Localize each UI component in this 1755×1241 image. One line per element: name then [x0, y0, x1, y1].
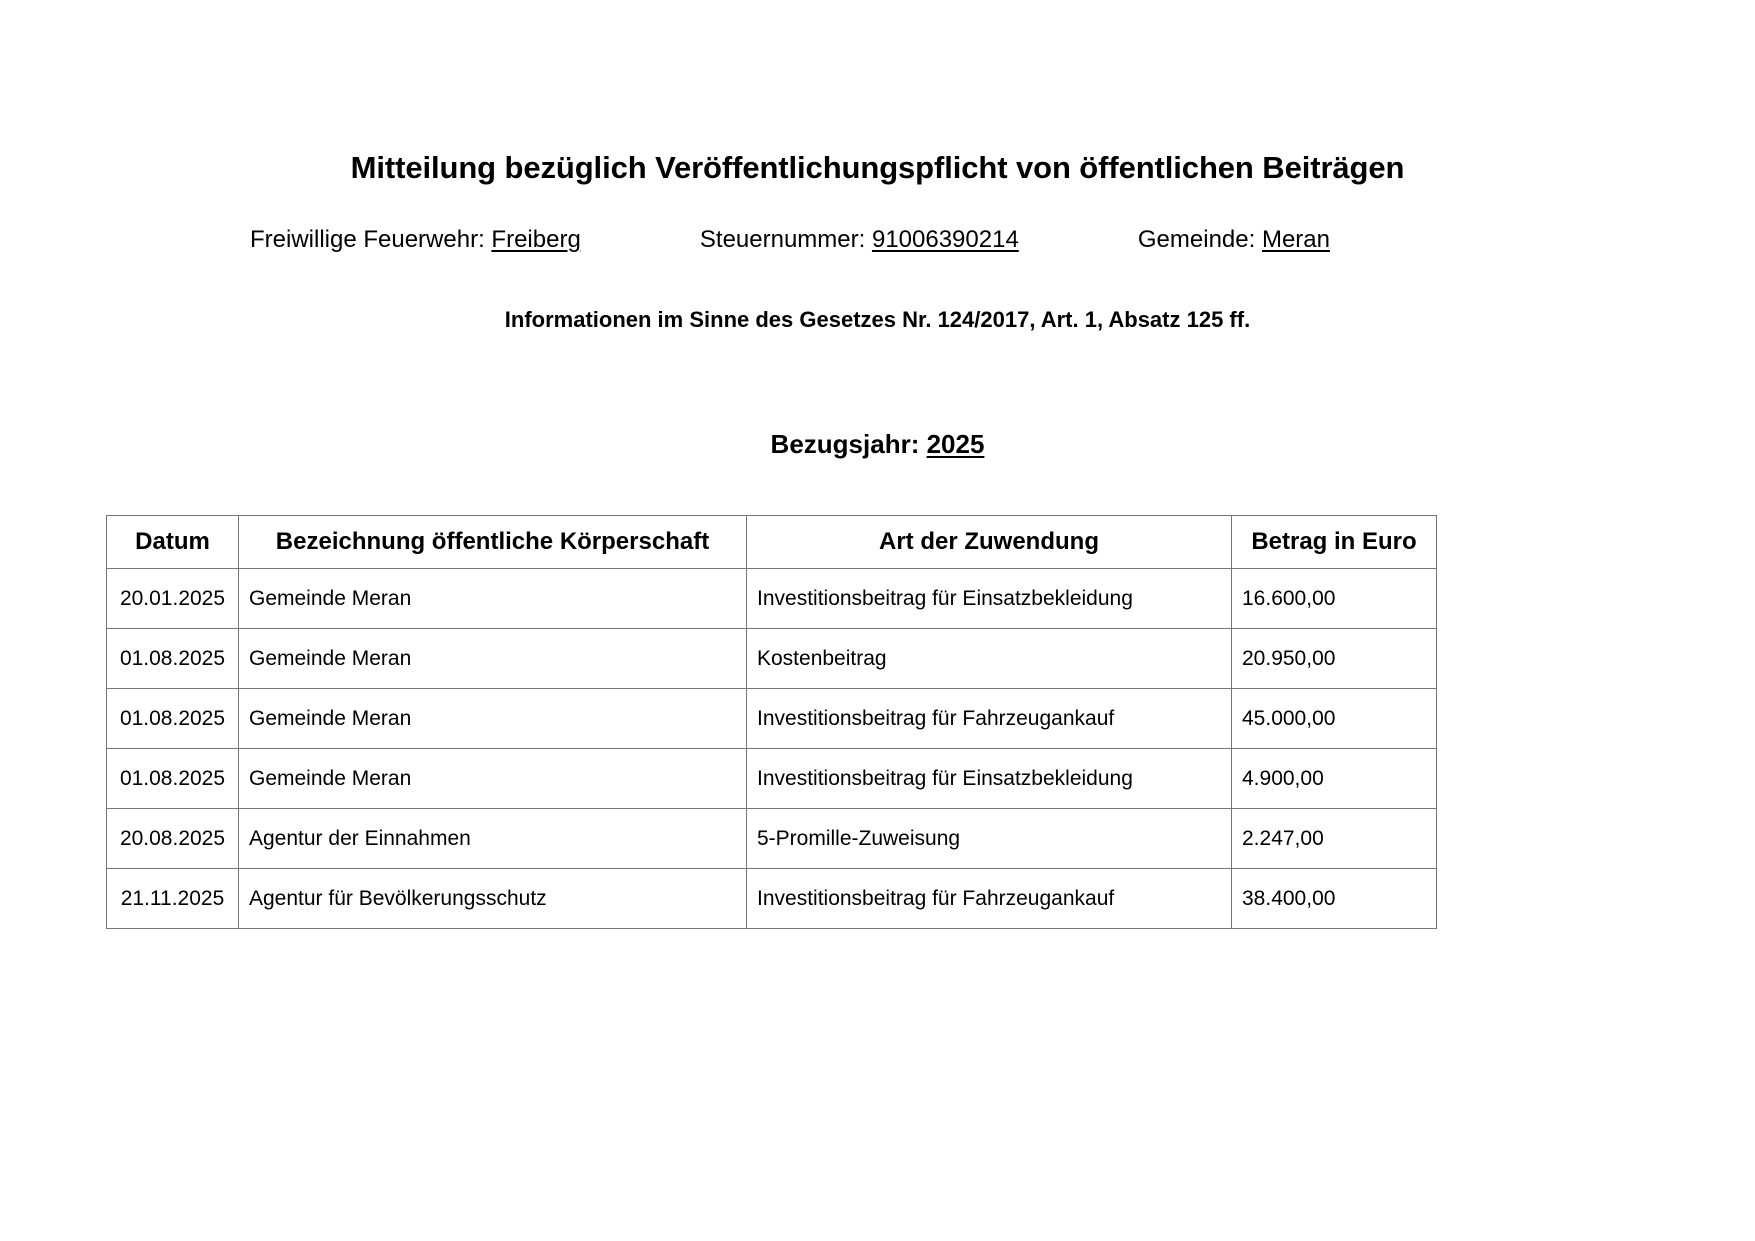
column-header-body: Bezeichnung öffentliche Körperschaft [239, 516, 747, 569]
cell-type: Investitionsbeitrag für Einsatzbekleidung [747, 569, 1232, 629]
municipality-field [1138, 225, 1330, 255]
reference-year [0, 428, 1755, 461]
cell-body: Gemeinde Meran [239, 749, 747, 809]
cell-date: 20.01.2025 [107, 569, 239, 629]
cell-amount: 2.247,00 [1232, 809, 1437, 869]
cell-body: Agentur der Einnahmen [239, 809, 747, 869]
cell-type: Investitionsbeitrag für Fahrzeugankauf [747, 869, 1232, 929]
reference-year-label: Bezugsjahr: [770, 429, 920, 459]
fire-brigade-label: Freiwillige Feuerwehr: [250, 226, 485, 253]
municipality-label: Gemeinde: [1137, 226, 1256, 253]
cell-amount: 38.400,00 [1232, 869, 1437, 929]
fire-brigade-field [250, 225, 581, 255]
identity-row [250, 225, 1330, 255]
cell-body: Gemeinde Meran [239, 569, 747, 629]
grants-table [106, 515, 1437, 929]
column-header-type: Art der Zuwendung [747, 516, 1232, 569]
table-row [107, 569, 1437, 629]
cell-date: 20.08.2025 [107, 809, 239, 869]
cell-amount: 16.600,00 [1232, 569, 1437, 629]
table-row [107, 689, 1437, 749]
page-title: Mitteilung bezüglich Veröffentlichungspflicht von öffentlichen Beiträgen [350, 149, 1405, 185]
cell-date: 01.08.2025 [107, 629, 239, 689]
table-row [107, 809, 1437, 869]
table-row [107, 629, 1437, 689]
cell-date: 01.08.2025 [107, 689, 239, 749]
reference-year-value: 2025 [926, 429, 985, 459]
cell-type: Investitionsbeitrag für Einsatzbekleidung [747, 749, 1232, 809]
cell-type: Investitionsbeitrag für Fahrzeugankauf [747, 689, 1232, 749]
tax-number-value: 91006390214 [871, 226, 1019, 253]
cell-date: 21.11.2025 [107, 869, 239, 929]
table-row [107, 869, 1437, 929]
tax-number-label: Steuernummer: [699, 226, 866, 253]
tax-number-field [700, 225, 1019, 255]
grants-table-wrapper [106, 515, 1436, 929]
cell-body: Gemeinde Meran [239, 629, 747, 689]
cell-amount: 4.900,00 [1232, 749, 1437, 809]
column-header-date: Datum [107, 516, 239, 569]
municipality-value: Meran [1261, 226, 1330, 253]
fire-brigade-value: Freiberg [491, 226, 581, 253]
table-header [107, 516, 1437, 569]
table-row [107, 749, 1437, 809]
cell-amount: 45.000,00 [1232, 689, 1437, 749]
law-notice: Informationen im Sinne des Gesetzes Nr. 124/2017, Art. 1, Absatz 125 ff. [504, 307, 1251, 332]
cell-body: Gemeinde Meran [239, 689, 747, 749]
cell-date: 01.08.2025 [107, 749, 239, 809]
table-body [107, 569, 1437, 929]
cell-type: 5-Promille-Zuweisung [747, 809, 1232, 869]
cell-amount: 20.950,00 [1232, 629, 1437, 689]
cell-body: Agentur für Bevölkerungsschutz [239, 869, 747, 929]
table-header-row [107, 516, 1437, 569]
column-header-amount: Betrag in Euro [1232, 516, 1437, 569]
cell-type: Kostenbeitrag [747, 629, 1232, 689]
